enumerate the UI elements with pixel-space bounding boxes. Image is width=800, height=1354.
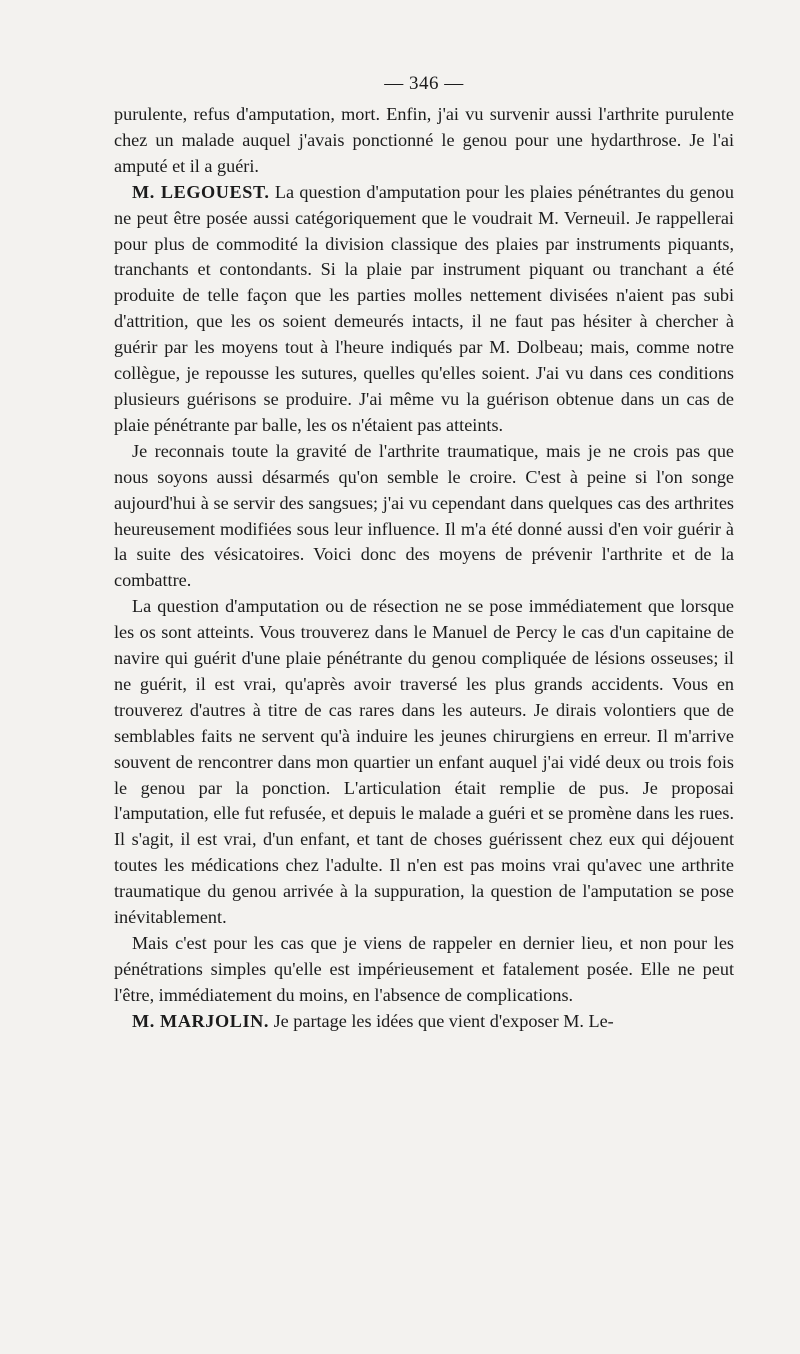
paragraph-4	[114, 594, 734, 931]
paragraph-1-text: purulente, refus d'amputation, mort. Enfin, j'ai vu survenir aussi l'arthrite purulente chez un malade auquel j'avais ponctionné le genou pour une hydarthrose. Je l'ai amputé et il a guéri.	[114, 104, 734, 176]
paragraph-6-text: Je partage les idées que vient d'exposer M. Le-	[269, 1010, 614, 1031]
speaker-legouest: M. LEGOUEST.	[132, 181, 270, 202]
paragraph-2	[114, 180, 734, 439]
paragraph-5-text: Mais c'est pour les cas que je viens de rappeler en dernier lieu, et non pour les pénétrations simples qu'elle est impérieusement et fatalement posée. Elle ne peut l'être, immédiatement du moins, en l'absence de complications.	[114, 933, 734, 1005]
speaker-marjolin: M. MARJOLIN.	[132, 1010, 270, 1031]
page-number: — 346 —	[384, 73, 464, 94]
paragraph-3	[114, 439, 734, 594]
paragraph-6	[114, 1009, 734, 1035]
paragraph-1	[114, 102, 734, 180]
paragraph-4-text: La question d'amputation ou de résection ne se pose immédiatement que lorsque les os sont atteints. Vous trouverez dans le Manuel de Percy le cas d'un capitaine de navire qui guérit d'une plaie pénétrante du genou compliquée de lésions osseuses; il ne guérit, il est vrai, qu'après avoir traversé les plus grands accidents. Vous en trouverez d'autres à titre de cas rares dans les auteurs. Je dirais volontiers que de semblables faits ne servent qu'à induire les jeunes chirurgiens en erreur. Il m'arrive souvent de rencontrer dans mon quartier un enfant auquel j'ai vidé deux ou trois fois le genou par la ponction. L'articulation était remplie de pus. Je proposai l'amputation, elle fut refusée, et depuis le malade a guéri et se promène dans les rues. Il s'agit, il est vrai, d'un enfant, et tant de choses guérissent chez eux qui déjouent toutes les médications chez l'adulte. Il n'en est pas moins vrai qu'avec une arthrite traumatique du genou arrivée à la suppuration, la question de l'amputation se pose inévitablement.	[114, 596, 734, 928]
document-page	[114, 66, 734, 1035]
paragraph-5	[114, 931, 734, 1009]
paragraph-3-text: Je reconnais toute la gravité de l'arthrite traumatique, mais je ne crois pas que nous soyons aussi désarmés qu'on semble le croire. C'est à peine si l'on songe aujourd'hui à se servir des sangsues; j'ai vu cependant dans quelques cas des arthrites heureusement modifiées sous leur influence. Il m'a été donné aussi d'en voir guérir à la suite des vésicatoires. Voici donc des moyens de prévenir l'arthrite et de la combattre.	[114, 440, 734, 591]
paragraph-2-text: La question d'amputation pour les plaies pénétrantes du genou ne peut être posée aussi catégoriquement que le voudrait M. Verneuil. Je rappellerai pour plus de commodité la division classique des plaies par instruments piquants, tranchants et contondants. Si la plaie par instrument piquant ou tranchant a été produite de telle façon que les parties molles nettement divisées n'aient pas subi d'attrition, que les os soient demeurés intacts, il ne faut pas hésiter à chercher à guérir par les moyens tout à l'heure indiqués par M. Dolbeau; mais, comme notre collègue, je repousse les sutures, quelles qu'elles soient. J'ai vu dans ces conditions plusieurs guérisons se produire. J'ai même vu la guérison obtenue dans un cas de plaie pénétrante par balle, les os n'étaient pas atteints.	[114, 181, 734, 435]
